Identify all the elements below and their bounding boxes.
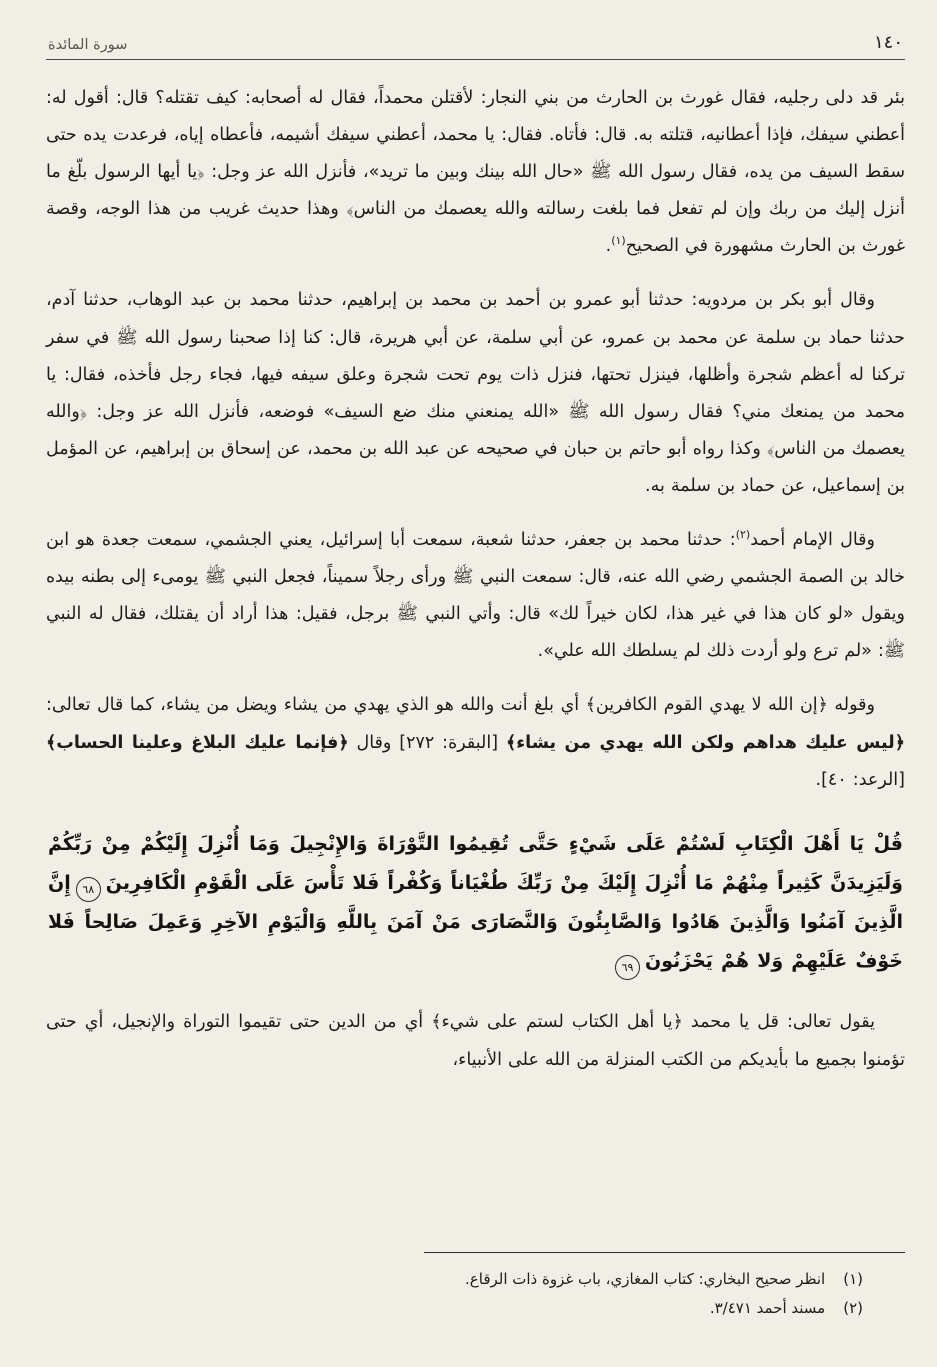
footnote-1 [46, 1265, 905, 1294]
page-body [46, 80, 905, 1079]
paragraph-5 [46, 1004, 905, 1078]
header-rule [46, 59, 905, 60]
footnote-separator [424, 1252, 905, 1253]
footnote-1-text: انظر صحيح البخاري: كتاب المغازي، باب غزوة ذات الرقاع. [465, 1269, 826, 1288]
paragraph-2-text: وقال أبو بكر بن مردويه: حدثنا أبو عمرو بن أحمد بن محمد بن إبراهيم، حدثنا محمد بن عبد الوهاب، حدثنا آدم، حدثنا حماد بن سلمة عن محمد بن عمرو، عن أبي سلمة، عن أبي هريرة، قال: كنا إذا صحبنا رسول الله ﷺ في سفر تركنا له أعظم شجرة وأظلها، فينزل تحتها، فنزل ذات يوم تحت شجرة وعلق سيفه فيها، فجاء رجل فأخذه، فقال: يا محمد من يمنعك مني؟ فقال رسول الله ﷺ «الله يمنعني منك ضع السيف» فوضعه، فأنزل الله عز وجل: ﴿والله يعصمك من الناس﴾ وكذا رواه أبو حاتم بن حبان في صحيحه عن عبد الله بن محمد، عن إسحاق بن إبراهيم، عن المؤمل بن إسماعيل، عن حماد بن سلمة به. [46, 290, 905, 496]
page-number: ١٤٠ [873, 32, 903, 53]
footnotes-section [46, 1252, 905, 1324]
quran-quote-raad: ﴿فإنما عليك البلاغ وعلينا الحساب﴾ [46, 732, 349, 753]
quran-verse-block [48, 825, 903, 981]
ayah-69-text: إِنَّ الَّذِينَ آمَنُوا وَالَّذِينَ هَادُوا وَالصَّابِئُونَ وَالنَّصَارَى مَنْ آمَنَ بِاللَّهِ وَالْيَوْمِ الآخِرِ وَعَمِلَ صَالِحاً فَلا خَوْفٌ عَلَيْهِمْ وَلا هُمْ يَحْزَنُونَ [48, 871, 903, 972]
paragraph-1 [46, 80, 905, 265]
footnote-ref-2: (٢) [735, 528, 751, 542]
paragraph-1-tail: . [605, 236, 612, 257]
ayah-69-number: ٦٩ [615, 955, 640, 980]
footnote-1-marker: (١) [843, 1269, 863, 1288]
quran-quote-baqarah: ﴿ليس عليك هداهم ولكن الله يهدي من يشاء﴾ [505, 732, 905, 753]
surah-title: سورة المائدة [48, 37, 128, 53]
paragraph-5-text: يقول تعالى: قل يا محمد ﴿يا أهل الكتاب لستم على شيء﴾ أي من الدين حتى تقيموا التوراة والإنجيل، أي حتى تؤمنوا بجميع ما بأيديكم من الكتب المنزلة من الله على الأنبياء، [46, 1012, 905, 1070]
paragraph-1-text: بئر قد دلى رجليه، فقال غورث بن الحارث من بني النجار: لأقتلن محمداً، فقال له أصحابه: كيف تقتله؟ قال: أقول له: أعطني سيفك، فإذا أعطانيه، قتلته به. قال: فأتاه. فقال: يا محمد، أعطني سيفك أشيمه، فأعطاه إياه، فرعدت يده حتى سقط السيف من يده، فقال رسول الله ﷺ «حال الله بينك وبين ما تريد»، فأنزل الله عز وجل: ﴿يا أيها الرسول بلّغ ما أنزل إليك من ربك وإن لم تفعل فما بلغت رسالته والله يعصمك من الناس﴾ وهذا حديث غريب من هذا الوجه، وقصة غورث بن الحارث مشهورة في الصحيح [46, 88, 905, 257]
ayah-68-text: قُلْ يَا أَهْلَ الْكِتَابِ لَسْتُمْ عَلَى شَيْءٍ حَتَّى تُقِيمُوا التَّوْرَاةَ وَالإِنْجِيلَ وَمَا أُنْزِلَ إِلَيْكُمْ مِنْ رَبِّكُمْ وَلَيَزِيدَنَّ كَثِيراً مِنْهُمْ مَا أُنْزِلَ إِلَيْكَ مِنْ رَبِّكَ طُغْيَاناً وَكُفْراً فَلا تَأْسَ عَلَى الْقَوْمِ الْكَافِرِينَ [48, 832, 903, 894]
paragraph-4-text-b: [البقرة: ٢٧٢] وقال [348, 732, 506, 753]
paragraph-3-lead: وقال الإمام أحمد [750, 530, 876, 551]
paragraph-4-text-c: [الرعد: ٤٠]. [815, 769, 905, 790]
ayah-68-number: ٦٨ [76, 877, 101, 902]
paragraph-4-text-a: وقوله ﴿إن الله لا يهدي القوم الكافرين﴾ أي بلغ أنت والله هو الذي يهدي من يشاء ويضل من يشاء، كما قال تعالى: [46, 695, 875, 716]
paragraph-3 [46, 522, 905, 670]
paragraph-3-text: : حدثنا محمد بن جعفر، حدثنا شعبة، سمعت أبا إسرائيل، يعني الجشمي، سمعت جعدة هو ابن خالد بن الصمة الجشمي رضي الله عنه، قال: سمعت النبي ﷺ ورأى رجلاً سميناً، فجعل النبي ﷺ يومىء إلى بطنه بيده ويقول «لو كان هذا في غير هذا، لكان خيراً لك» قال: وأتي النبي ﷺ برجل، فقيل: هذا أراد أن يقتلك، فقال له النبي ﷺ: «لم ترع ولو أردت ذلك لم يسلطك الله علي». [46, 530, 905, 662]
paragraph-2 [46, 282, 905, 505]
page-header [46, 28, 905, 59]
footnote-ref-1: (١) [611, 234, 626, 248]
footnote-2-marker: (٢) [843, 1298, 863, 1317]
footnote-2 [46, 1294, 905, 1323]
paragraph-4 [46, 687, 905, 798]
footnote-2-text: مسند أحمد ٣/٤٧١. [709, 1298, 826, 1317]
